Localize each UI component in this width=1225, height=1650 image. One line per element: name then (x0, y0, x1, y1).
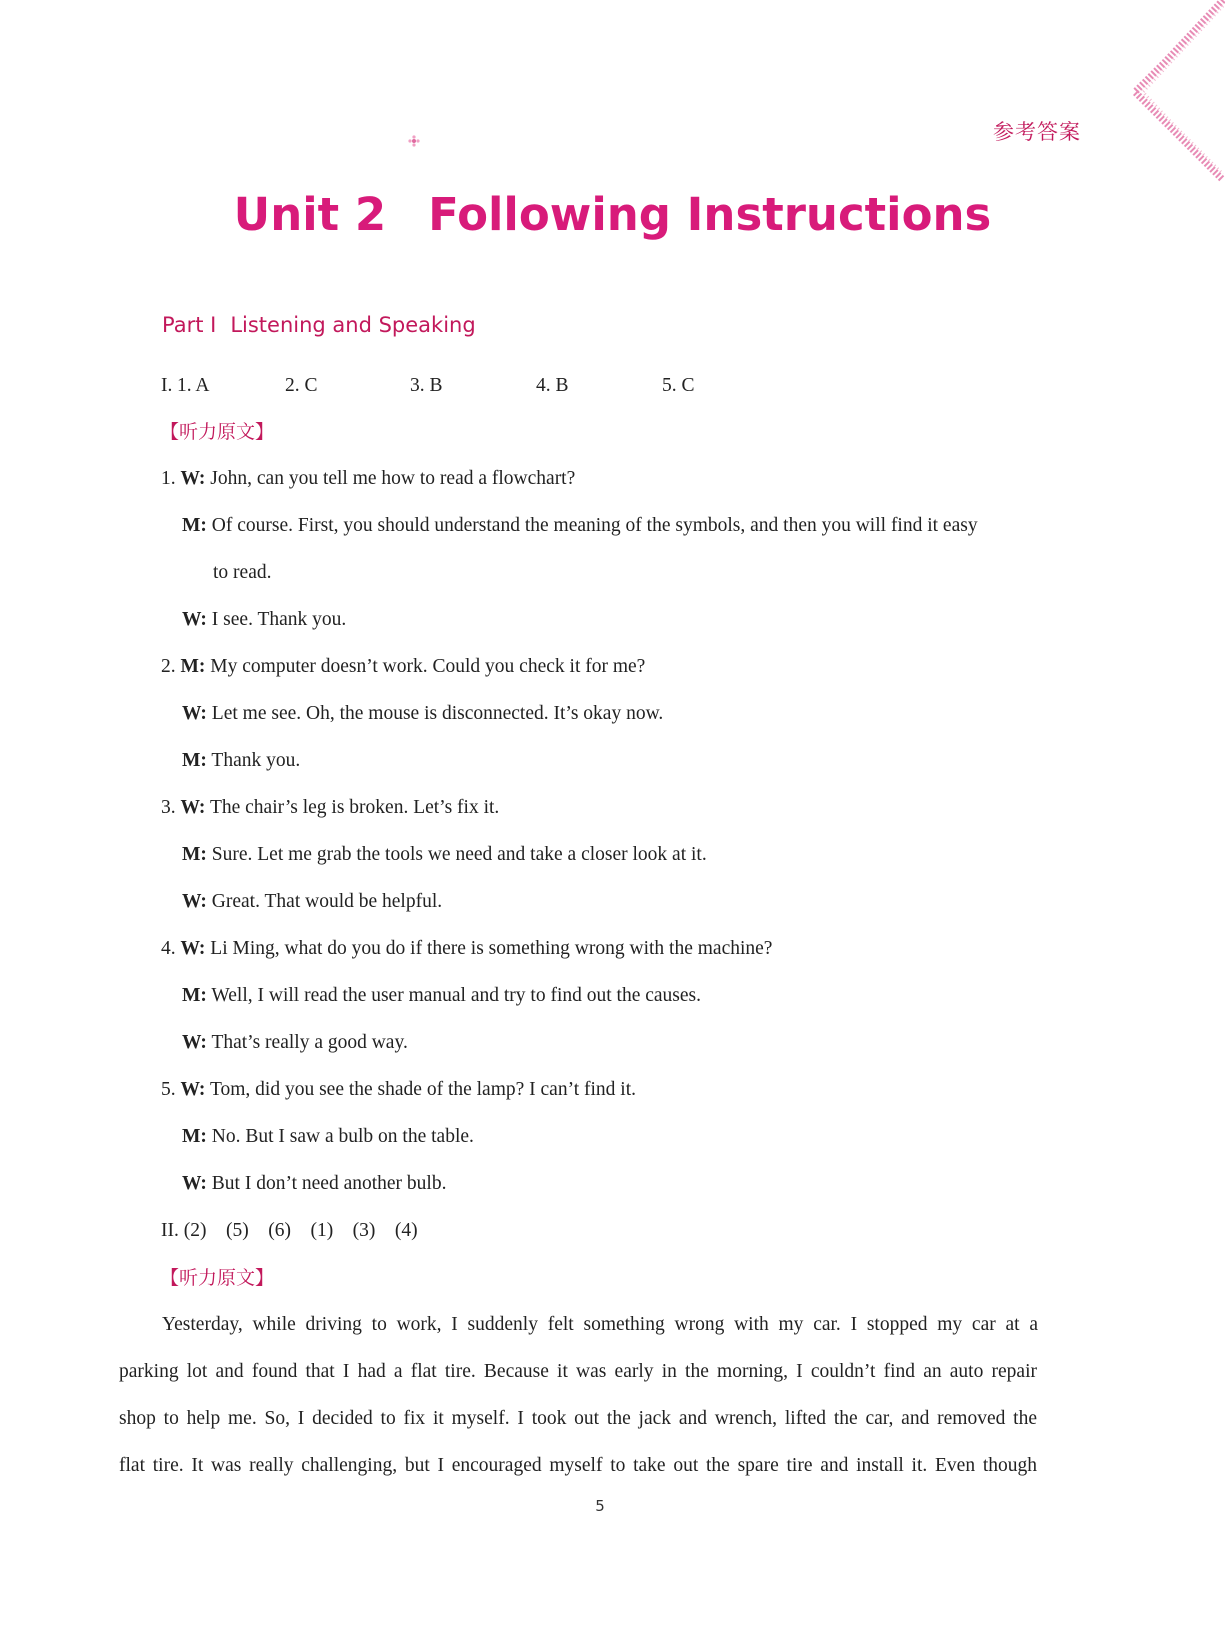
utterance: Li Ming, what do you do if there is something wrong with the machine? (205, 938, 773, 959)
dialogue-number: 3. (161, 797, 176, 818)
paragraph-line-1: Yesterday, while driving to work, I suddenly felt something wrong with my car. I stopped my car at a (162, 1314, 1038, 1335)
dialogue-5-line-2 (182, 1125, 474, 1149)
utterance: Well, I will read the user manual and try to find out the causes. (206, 985, 702, 1006)
speaker: W: (182, 1032, 207, 1053)
speaker: W: (180, 468, 206, 489)
answer-key-label: 参考答案 (993, 120, 1081, 144)
dialogue-5-line-3 (182, 1172, 446, 1196)
speaker: W: (180, 1079, 206, 1100)
utterance: My computer doesn’t work. Could you check it for me? (205, 656, 646, 677)
speaker: M: (182, 844, 207, 865)
dialogue-3-line-2 (182, 843, 707, 867)
section2-answers: II. (2) (5) (6) (1) (3) (4) (161, 1220, 418, 1241)
section1-answers (161, 374, 172, 398)
dialogue-3-line-1 (161, 796, 499, 820)
script-label-1: 【听力原文】 (160, 421, 275, 443)
part-heading (162, 313, 476, 337)
utterance: But I don’t need another bulb. (206, 1173, 447, 1194)
dialogue-3-line-3 (182, 890, 442, 914)
answer-5: 5. C (662, 375, 695, 396)
utterance: Thank you. (206, 750, 301, 771)
speaker: W: (182, 703, 207, 724)
paragraph-line-3: shop to help me. So, I decided to fix it myself. I took out the jack and wrench, lifted the car, and removed the (119, 1408, 1037, 1429)
paragraph-line-2: parking lot and found that I had a flat tire. Because it was early in the morning, I couldn’t find an auto repair (119, 1361, 1037, 1382)
utterance: John, can you tell me how to read a flowchart? (205, 468, 576, 489)
dialogue-number: 2. (161, 656, 176, 677)
dialogue-number: 1. (161, 468, 176, 489)
utterance: No. But I saw a bulb on the table. (206, 1126, 474, 1147)
speaker: M: (180, 656, 206, 677)
dialogue-number: 5. (161, 1079, 176, 1100)
speaker: W: (180, 797, 206, 818)
speaker: W: (180, 938, 206, 959)
utterance: Great. That would be helpful. (206, 891, 443, 912)
dialogue-1-line-1 (161, 467, 575, 491)
utterance: The chair’s leg is broken. Let’s fix it. (205, 797, 500, 818)
dialogue-2-line-3 (182, 749, 300, 773)
utterance: to read. (213, 562, 272, 583)
utterance: Of course. First, you should understand the meaning of the symbols, and then you will find it easy (206, 515, 978, 536)
speaker: W: (182, 609, 207, 630)
dialogue-4-line-3 (182, 1031, 408, 1055)
lace-corner-decoration (1125, 0, 1225, 190)
answer-4: 4. B (536, 375, 569, 396)
speaker: M: (182, 515, 207, 536)
dialogue-1-line-4 (182, 608, 346, 632)
answer-1: 1. A (177, 375, 210, 396)
speaker: W: (182, 891, 207, 912)
utterance: That’s really a good way. (206, 1032, 408, 1053)
dialogue-number: 4. (161, 938, 176, 959)
utterance: Let me see. Oh, the mouse is disconnected. It’s okay now. (206, 703, 664, 724)
utterance: I see. Thank you. (206, 609, 347, 630)
dialogue-2-line-2 (182, 702, 663, 726)
answer-3: 3. B (410, 375, 443, 396)
dialogue-4-line-1 (161, 937, 772, 961)
script-label-2: 【听力原文】 (160, 1267, 275, 1289)
unit-title (0, 188, 1225, 241)
unit-number: Unit 2 (233, 188, 387, 241)
page-number: 5 (595, 1497, 605, 1515)
part-name: Listening and Speaking (230, 313, 476, 337)
speaker: W: (182, 1173, 207, 1194)
utterance: Tom, did you see the shade of the lamp? I can’t find it. (205, 1079, 637, 1100)
dialogue-1-line-3 (213, 561, 271, 585)
dialogue-1-line-2 (182, 514, 978, 538)
answer-2: 2. C (285, 375, 318, 396)
part-label: Part I (162, 313, 217, 337)
dialogue-5-line-1 (161, 1078, 636, 1102)
section1-prefix: I. (161, 375, 173, 396)
paragraph-line-4: flat tire. It was really challenging, but I encouraged myself to take out the spare tire and install it. Even though (119, 1455, 1037, 1476)
flower-icon (408, 135, 420, 147)
dialogue-2-line-1 (161, 655, 645, 679)
unit-name: Following Instructions (428, 188, 992, 241)
dialogue-4-line-2 (182, 984, 701, 1008)
speaker: M: (182, 985, 207, 1006)
speaker: M: (182, 1126, 207, 1147)
utterance: Sure. Let me grab the tools we need and take a closer look at it. (206, 844, 707, 865)
speaker: M: (182, 750, 207, 771)
